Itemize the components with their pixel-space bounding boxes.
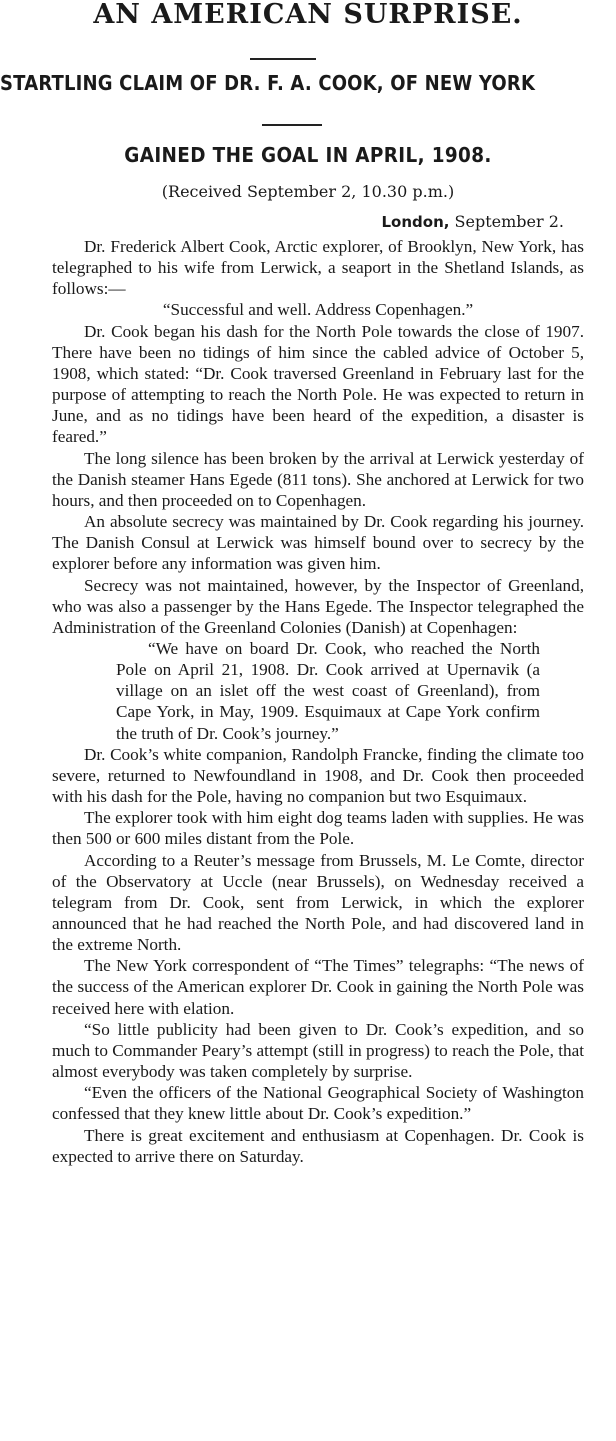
paragraph: “So little publicity had been given to Dr. Cook’s expedition, and so much to Commander Peary’s attempt (still in progress) to reach the Pole, that almost everybody was taken completely by surprise. (52, 1019, 584, 1082)
paragraph: Dr. Cook’s white companion, Randolph Francke, finding the climate too severe, returned to Newfoundland in 1908, and Dr. Cook then proceeded with his dash for the Pole, having no companion but two Esquimaux. (52, 744, 584, 807)
headline: AN AMERICAN SURPRISE. (93, 0, 523, 30)
divider-rule (250, 58, 316, 60)
paragraph: An absolute secrecy was maintained by Dr. Cook regarding his journey. The Danish Consul at Lerwick was himself bound over to secrecy by the explorer before any information was given him. (52, 512, 584, 574)
paragraph: There is great excitement and enthusiasm at Copenhagen. Dr. Cook is expected to arrive there on Saturday. (52, 1125, 584, 1166)
paragraph: According to a Reuter’s message from Brussels, M. Le Comte, director of the Observatory at Uccle (near Brussels), on Wednesday received a telegram from Dr. Cook, sent from Lerwick, in which the explorer announced that he had reached the North Pole, and had discovered land in the extreme North. (52, 850, 584, 955)
telegram-quote: “Successful and well. Address Copenhagen.” (162, 300, 474, 320)
secondary-heading: GAINED THE GOAL IN APRIL, 1908. (124, 143, 492, 167)
dateline (381, 212, 564, 231)
paragraph: Secrecy was not maintained, however, by the Inspector of Greenland, who was also a passenger by the Hans Egede. The Inspector telegraphed the Administration of the Greenland Colonies (Danish) at Copenhagen: (52, 575, 584, 637)
paragraph: The explorer took with him eight dog teams laden with supplies. He was then 500 or 600 miles distant from the Pole. (52, 808, 584, 849)
dateline-place: London, (381, 213, 450, 231)
paragraph: “Even the officers of the National Geographical Society of Washington confessed that they knew little about Dr. Cook’s expedition.” (52, 1083, 584, 1124)
dateline-date: September 2. (454, 212, 564, 231)
paragraph: The long silence has been broken by the arrival at Lerwick yesterday of the Danish steamer Hans Egede (811 tons). She anchored at Lerwick for two hours, and then proceeded on to Copenhagen. (52, 448, 584, 510)
subheading: STARTLING CLAIM OF DR. F. A. COOK, OF NEW YORK (0, 71, 536, 95)
article-body (52, 236, 584, 1167)
received-line: (Received September 2, 10.30 p.m.) (161, 182, 455, 201)
block-quote: “We have on board Dr. Cook, who reached the North Pole on April 21, 1908. Dr. Cook arrived at Upernavik (a village on an islet off the west coast of Greenland), from Cape York, in May, 1909. Esquimaux at Cape York confirm the truth of Dr. Cook’s journey.” (116, 638, 540, 743)
paragraph: Dr. Cook began his dash for the North Pole towards the close of 1907. There have been no tidings of him since the cabled advice of October 5, 1908, which stated: “Dr. Cook traversed Greenland in February last for the purpose of attempting to reach the North Pole. He was expected to return in June, and as no tidings have been heard of the expedition, a disaster is feared.” (52, 321, 584, 447)
paragraph: The New York correspondent of “The Times” telegraphs: “The news of the success of the American explorer Dr. Cook in gaining the North Pole was received here with elation. (52, 956, 584, 1018)
paragraph: Dr. Frederick Albert Cook, Arctic explorer, of Brooklyn, New York, has telegraphed to his wife from Lerwick, a seaport in the Shetland Islands, as follows:— (52, 237, 584, 299)
divider-rule (262, 124, 322, 126)
